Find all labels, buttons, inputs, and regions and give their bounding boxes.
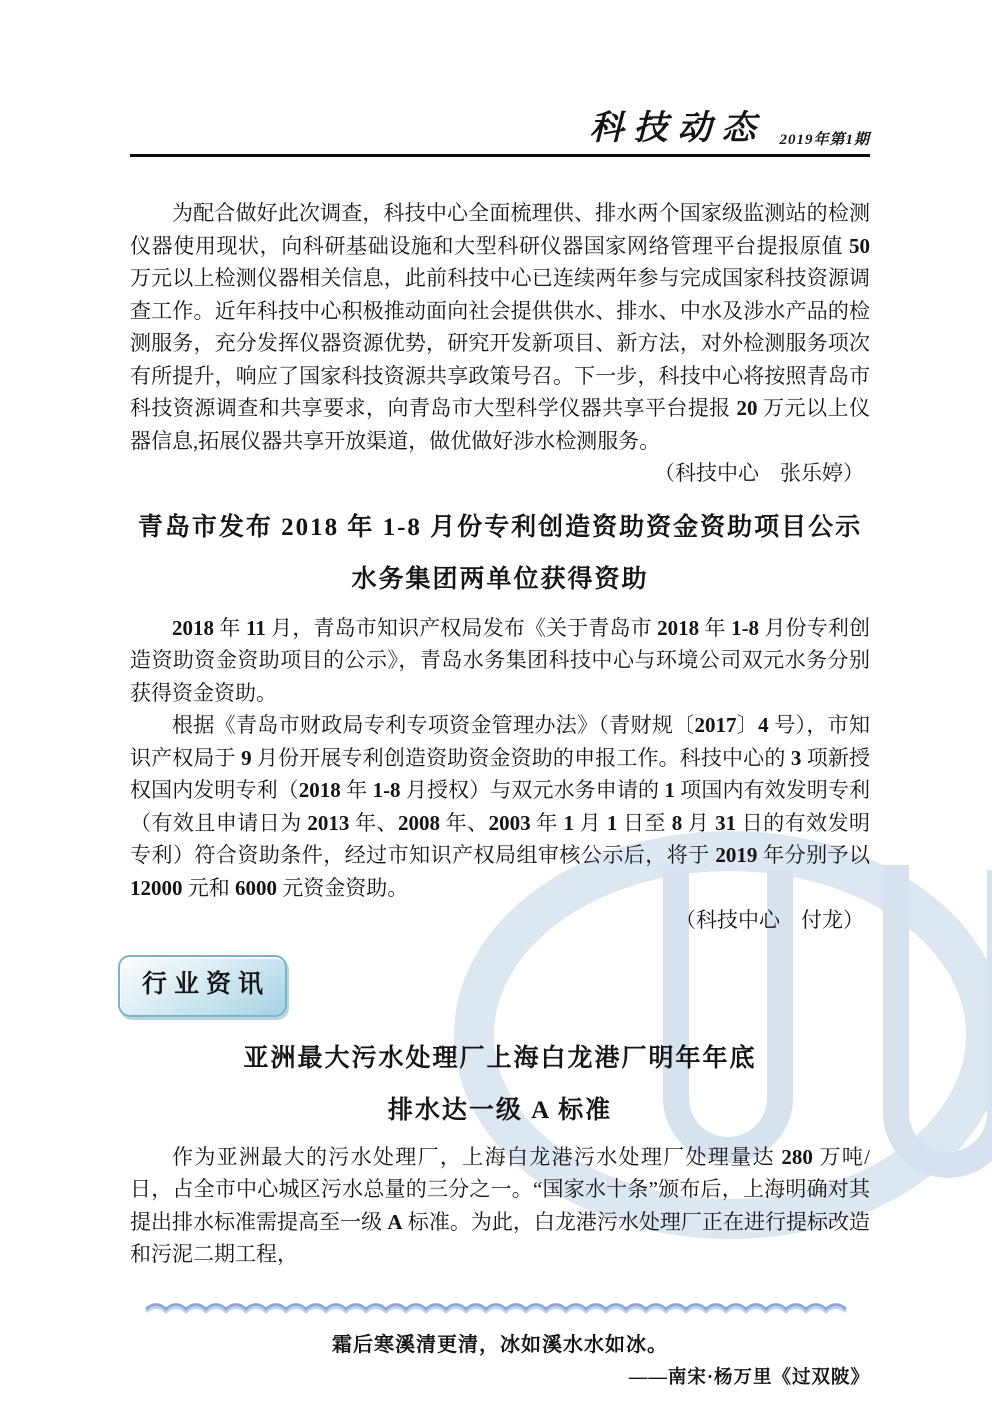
footer: [130, 1299, 870, 1320]
section-badge: 行业资讯: [118, 955, 287, 1017]
page-content: [130, 0, 870, 1389]
article-title: [130, 502, 870, 606]
article-title-line2: 排水达一级 A 标准: [387, 1096, 613, 1124]
masthead: [130, 0, 870, 157]
byline: （科技中心 张乐婷）: [654, 461, 864, 485]
article-title-line2: 水务集团两单位获得资助: [351, 565, 649, 593]
paragraph: 2018 年 11 月，青岛市知识产权局发布《关于青岛市 2018 年 1-8 月份专利创造资助资金资助项目的公示》，青岛水务集团科技中心与环境公司双元水务分别获得资金资助。: [130, 615, 871, 705]
article-title: [130, 1033, 870, 1137]
paragraph: 根据《青岛市财政局专利专项资金管理办法》（青财规〔2017〕4 号），市知识产权局于 9 月份开展专利创造资助资金资助的申报工作。科技中心的 3 项新授权国内发明专利（2018 年 1-8 月授权）与双元水务申请的 1 项国内有效发明专利（有效且申请日为 2013 年、2008 年、2003 年 1 月 1 日至 8 月 31 日的有效发明专利）符合资助条件，经过市知识产权局组审核公示后，将于 2019 年分别予以 12000 元和 6000 元资金资助。: [130, 713, 871, 900]
footer-attribution: ——南宋·杨万里《过双陂》: [628, 1367, 870, 1388]
byline: （科技中心 付龙）: [675, 908, 864, 932]
wave-divider: [144, 1299, 856, 1315]
paragraph: 作为亚洲最大的污水处理厂，上海白龙港污水处理厂处理量达 280 万吨/日，占全市中心城区污水总量的三分之一。“国家水十条”颁布后，上海明确对其提出排水标准需提高至一级 A 标准。为此，白龙港污水处理厂正在进行提标改造和污泥二期工程，: [130, 1144, 871, 1266]
article-title-line1: 青岛市发布 2018 年 1-8 月份专利创造资助资金资助项目公示: [137, 513, 863, 541]
masthead-issue: 2019年第1期: [779, 132, 870, 148]
footer-quote: 霜后寒溪清更清，冰如溪水水如冰。: [332, 1333, 668, 1356]
masthead-title: 科技动态: [589, 110, 766, 147]
article-title-line1: 亚洲最大污水处理厂上海白龙港厂明年年底: [243, 1044, 757, 1072]
paragraph: 为配合做好此次调查，科技中心全面梳理供、排水两个国家级监测站的检测仪器使用现状，向科研基础设施和大型科研仪器国家网络管理平台提报原值 50 万元以上检测仪器相关信息，此前科技中心已连续两年参与完成国家科技资源调查工作。近年科技中心积极推动面向社会提供供水、排水、中水及涉水产品的检测服务，充分发挥仪器资源优势，研究开发新项目、新方法，对外检测服务项次有所提升，响应了国家科技资源共享政策号召。下一步，科技中心将按照青岛市科技资源调查和共享要求，向青岛市大型科学仪器共享平台提报 20 万元以上仪器信息,拓展仪器共享开放渠道，做优做好涉水检测服务。: [130, 201, 870, 453]
